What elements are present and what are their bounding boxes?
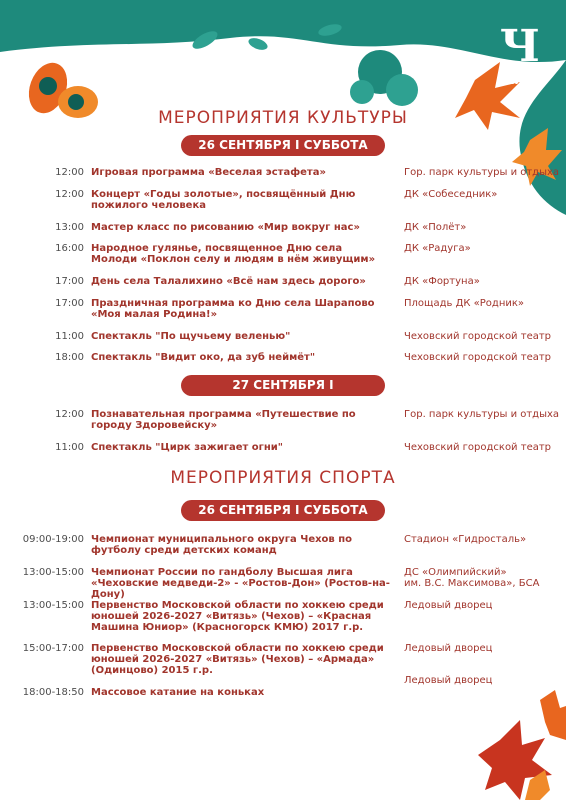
event-title: Спектакль "Цирк зажигает огни" [91,442,283,453]
event-time: 18:00 [55,352,84,363]
event-time: 16:00 [55,243,84,254]
event-place: ДК «Полёт» [404,222,467,233]
event-time: 09:00-19:00 [22,534,84,545]
event-place-line2: им. В.С. Максимова», БСА [404,578,540,589]
event-title: Познавательная программа «Путешествие по городу Здоровейску» [91,409,356,431]
event-title: Мастер класс по рисованию «Мир вокруг нас» [91,222,360,233]
event-time: 12:00 [55,409,84,420]
event-title: Первенство Московской области по хоккею среди юношей 2026-2027 «Витязь» (Чехов) – «Армада» (Одинцово) 2015 г.р. [91,643,384,676]
event-place [404,643,566,686]
event-title: Игровая программа «Веселая эстафета» [91,167,326,178]
event-place [404,567,566,589]
event-title: Концерт «Годы золотые», посвящённый Дню пожилого человека [91,189,356,211]
logo-mark: Ч [499,21,541,72]
event-title: Чемпионат России по гандболу Высшая лига «Чеховские медведи-2» - «Ростов-Дон» (Ростов-на-Дону) [91,567,390,600]
event-title: Массовое катание на коньках [91,687,265,698]
culture-day1-date: 26 СЕНТЯБРЯ I СУББОТА [181,135,385,156]
event-time: 15:00-17:00 [22,643,84,654]
event-time: 17:00 [55,298,84,309]
sport-day1-date: 26 СЕНТЯБРЯ I СУББОТА [181,500,385,521]
logo-city: ЧЕХОВ [497,74,543,87]
event-place: Гор. парк культуры и отдыха [404,167,560,178]
event-place: ДК «Собеседник» [404,189,498,200]
event-title: Первенство Московской области по хоккею среди юношей 2026-2027 «Витязь» (Чехов) – «Красная Машина Юниор» (Красногорск КМЮ) 2017 г.р. [91,600,384,633]
event-place-line1: ДС «Олимпийский» [404,567,507,578]
event-place-line2: Ледовый дворец [404,675,493,686]
event-place: Чеховский городской театр [404,352,552,363]
event-time: 12:00 [55,167,84,178]
event-title: Праздничная программа ко Дню села Шарапово «Моя малая Родина!» [91,298,375,320]
sport-section-title: МЕРОПРИЯТИЯ СПОРТА [170,468,396,488]
event-title: Чемпионат муниципального округа Чехов по футболу среди детских команд [91,534,353,556]
event-place: Стадион «Гидросталь» [404,534,527,545]
event-time: 12:00 [55,189,84,200]
event-title: Спектакль "По щучьему веленью" [91,331,291,342]
event-title: Спектакль "Видит око, да зуб неймёт" [91,352,316,363]
event-place: Ледовый дворец [404,600,493,611]
event-place: Площадь ДК «Родник» [404,298,525,309]
event-place: Гор. парк культуры и отдыха [404,409,560,420]
event-time: 13:00 [55,222,84,233]
event-title: Народное гулянье, посвященное Дню села Молоди «Поклон селу и людям в нём живущим» [91,243,376,265]
event-time: 18:00-18:50 [22,687,84,698]
event-place-line1: Ледовый дворец [404,643,493,654]
culture-day2-date: 27 СЕНТЯБРЯ I ВОСКРЕСЕНЬЕ [181,375,385,396]
city-logo [490,21,550,92]
event-title: День села Талалихино «Всё нам здесь дорого» [91,276,366,287]
event-place: Чеховский городской театр [404,442,552,453]
event-time: 17:00 [55,276,84,287]
event-place: Чеховский городской театр [404,331,552,342]
event-time: 13:00-15:00 [22,600,84,611]
event-place: ДК «Радуга» [404,243,471,254]
event-time: 11:00 [55,442,84,453]
event-place: ДК «Фортуна» [404,276,480,287]
culture-section-title: МЕРОПРИЯТИЯ КУЛЬТУРЫ [158,108,408,128]
event-time: 11:00 [55,331,84,342]
event-time: 13:00-15:00 [22,567,84,578]
